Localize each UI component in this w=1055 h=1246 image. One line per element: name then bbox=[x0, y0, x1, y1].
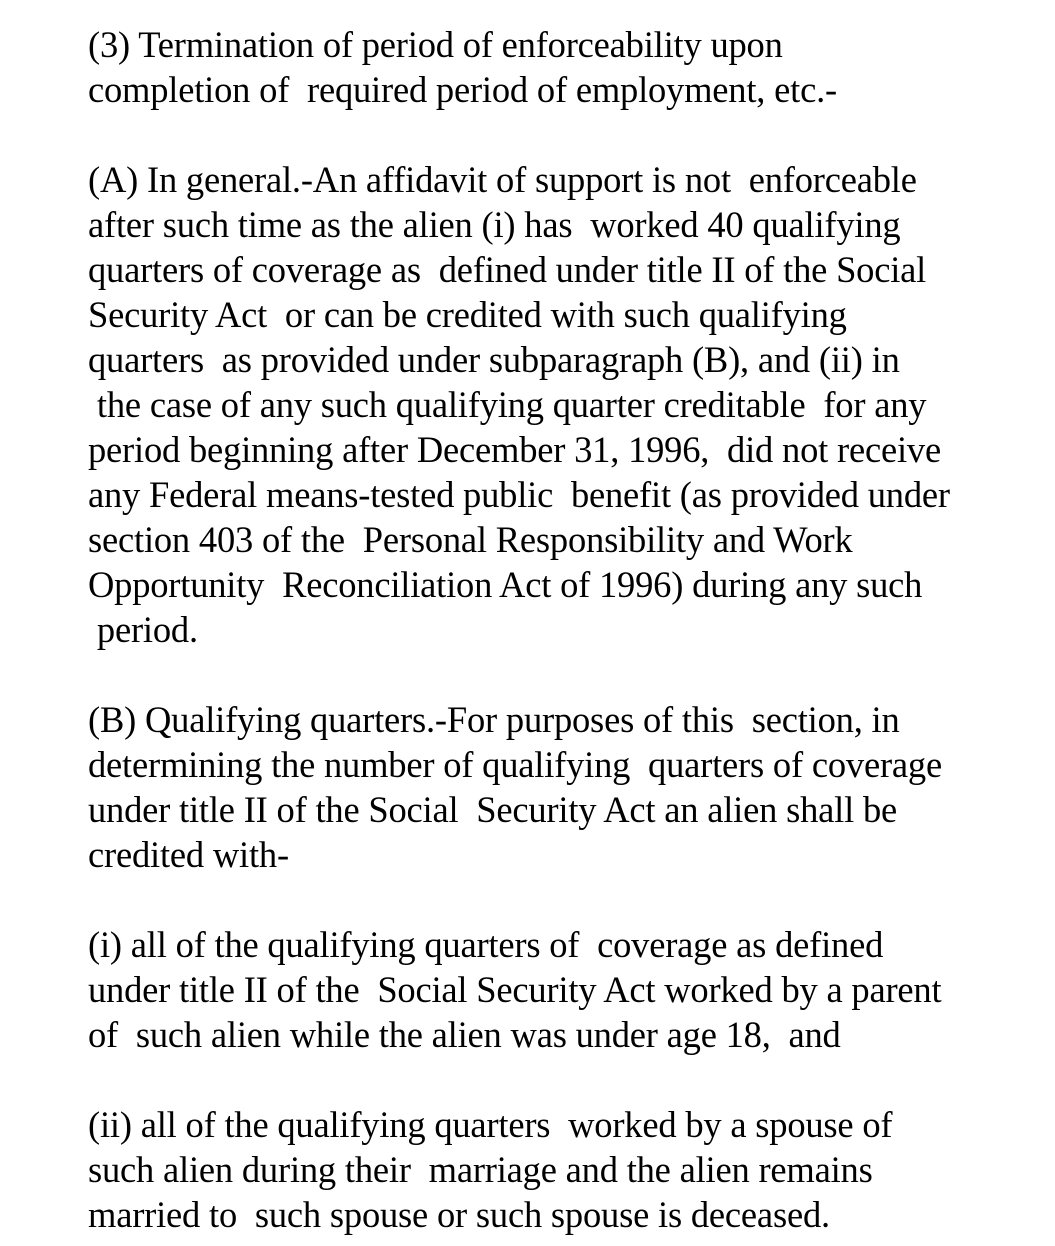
text-line: determining the number of qualifying quarters of coverage bbox=[88, 744, 942, 785]
subparagraph-a bbox=[88, 157, 1048, 652]
text-line: married to such spouse or such spouse is deceased. bbox=[88, 1194, 830, 1235]
text-line: quarters of coverage as defined under title II of the Social bbox=[88, 249, 927, 290]
text-line: section 403 of the Personal Responsibility and Work bbox=[88, 519, 853, 560]
text-line: such alien during their marriage and the alien remains bbox=[88, 1149, 873, 1190]
text-line: Opportunity Reconciliation Act of 1996) during any such bbox=[88, 564, 923, 605]
text-line: under title II of the Social Security Act an alien shall be bbox=[88, 789, 898, 830]
text-line: of such alien while the alien was under age 18, and bbox=[88, 1014, 841, 1055]
subparagraph-b bbox=[88, 697, 1048, 877]
clause-ii bbox=[88, 1102, 1048, 1237]
text-line: (3) Termination of period of enforceability upon bbox=[88, 24, 783, 65]
text-line: credited with- bbox=[88, 834, 289, 875]
text-line: under title II of the Social Security Act worked by a parent bbox=[88, 969, 942, 1010]
text-line: (ii) all of the qualifying quarters worked by a spouse of bbox=[88, 1104, 893, 1145]
document-body bbox=[88, 22, 1048, 1237]
text-line: quarters as provided under subparagraph (B), and (ii) in bbox=[88, 339, 900, 380]
text-line: after such time as the alien (i) has worked 40 qualifying bbox=[88, 204, 901, 245]
clause-i bbox=[88, 922, 1048, 1057]
section-heading-paragraph bbox=[88, 22, 1048, 112]
text-line: (A) In general.-An affidavit of support is not enforceable bbox=[88, 159, 917, 200]
text-line: (B) Qualifying quarters.-For purposes of this section, in bbox=[88, 699, 900, 740]
text-line: the case of any such qualifying quarter creditable for any bbox=[88, 384, 927, 425]
text-line: period. bbox=[88, 609, 198, 650]
text-line: Security Act or can be credited with such qualifying bbox=[88, 294, 847, 335]
text-line: completion of required period of employment, etc.- bbox=[88, 69, 837, 110]
text-line: period beginning after December 31, 1996, did not receive bbox=[88, 429, 941, 470]
text-line: (i) all of the qualifying quarters of coverage as defined bbox=[88, 924, 884, 965]
text-line: any Federal means-tested public benefit (as provided under bbox=[88, 474, 950, 515]
